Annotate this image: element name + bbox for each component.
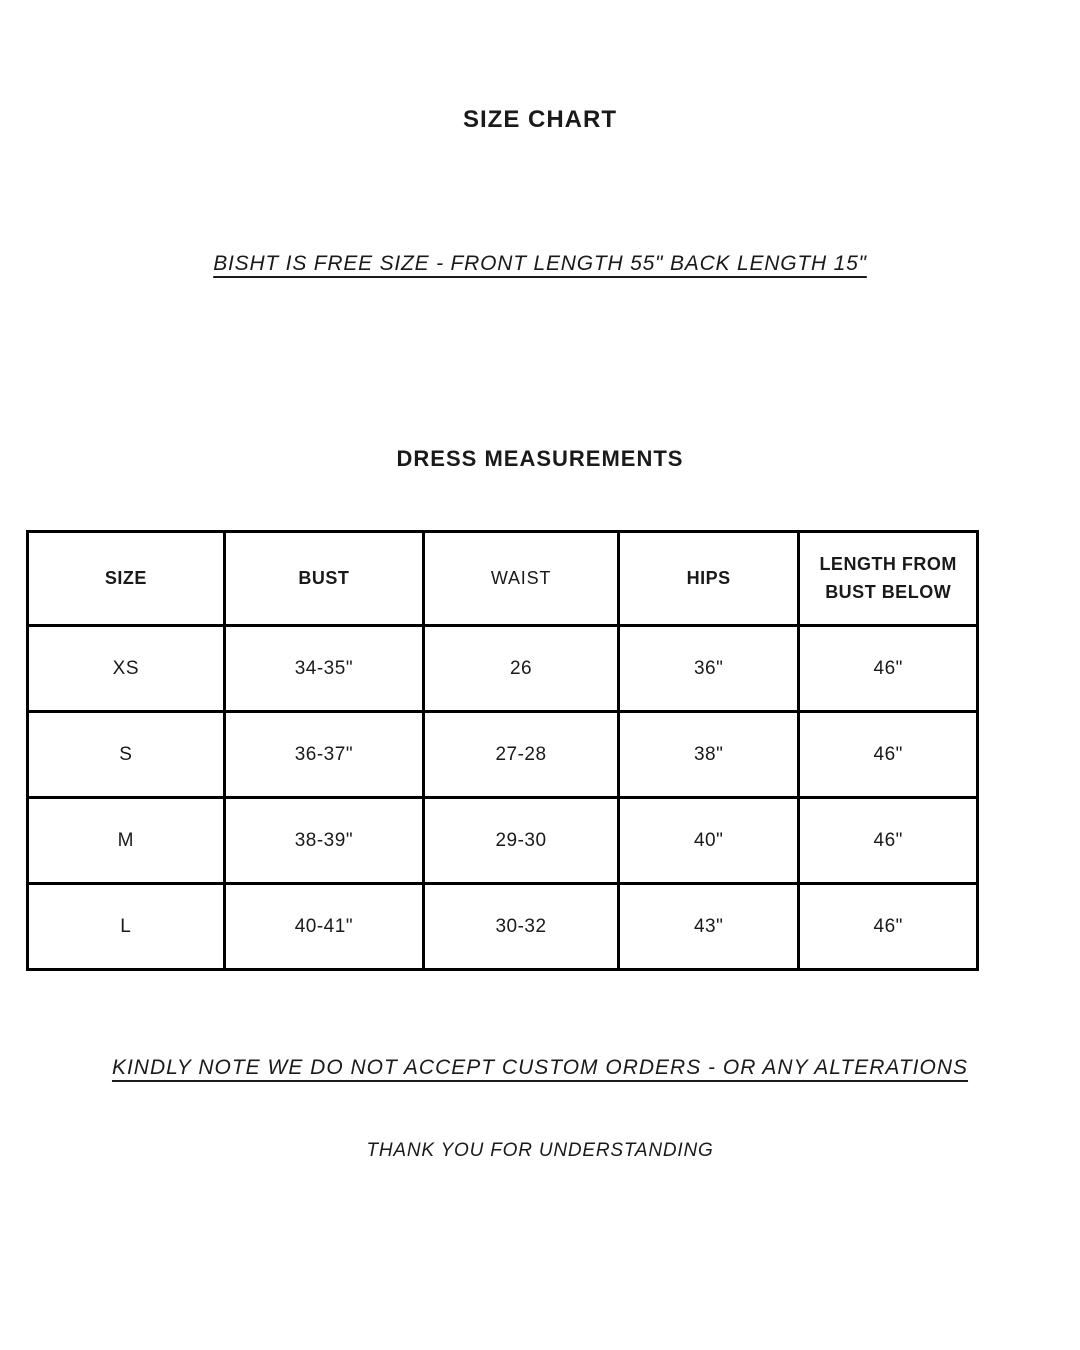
table-cell: 43": [618, 884, 799, 970]
table-cell: 38": [618, 712, 799, 798]
column-header-waist: WAIST: [424, 532, 619, 626]
table-cell: S: [28, 712, 225, 798]
table-cell: 40": [618, 798, 799, 884]
table-cell: 29-30: [424, 798, 619, 884]
table-cell: 46": [799, 884, 978, 970]
table-cell: 34-35": [224, 626, 424, 712]
table-cell: 30-32: [424, 884, 619, 970]
table-cell: 38-39": [224, 798, 424, 884]
table-cell: 46": [799, 798, 978, 884]
table-cell: M: [28, 798, 225, 884]
thank-you-note: THANK YOU FOR UNDERSTANDING: [366, 1140, 714, 1161]
table-cell: 26: [424, 626, 619, 712]
column-header-length-from-bust-below: LENGTH FROM BUST BELOW: [799, 532, 978, 626]
column-header-size: SIZE: [28, 532, 225, 626]
table-cell: 46": [799, 712, 978, 798]
page-title: SIZE CHART: [463, 106, 617, 133]
table-cell: 36": [618, 626, 799, 712]
table-cell: L: [28, 884, 225, 970]
custom-orders-note: KINDLY NOTE WE DO NOT ACCEPT CUSTOM ORDERS - OR ANY ALTERATIONS: [111, 1056, 969, 1079]
table-cell: 27-28: [424, 712, 619, 798]
table-cell: 46": [799, 626, 978, 712]
table-header-row: [28, 532, 978, 626]
measurements-table: [26, 530, 979, 971]
column-header-hips: HIPS: [618, 532, 799, 626]
table-row-size-l: [28, 884, 978, 970]
table-row-size-xs: [28, 626, 978, 712]
table-row-size-m: [28, 798, 978, 884]
free-size-note: BISHT IS FREE SIZE - FRONT LENGTH 55" BACK LENGTH 15": [213, 252, 867, 275]
table-cell: XS: [28, 626, 225, 712]
section-heading: DRESS MEASUREMENTS: [396, 446, 684, 471]
column-header-bust: BUST: [224, 532, 424, 626]
table-row-size-s: [28, 712, 978, 798]
table-cell: 40-41": [224, 884, 424, 970]
table-cell: 36-37": [224, 712, 424, 798]
